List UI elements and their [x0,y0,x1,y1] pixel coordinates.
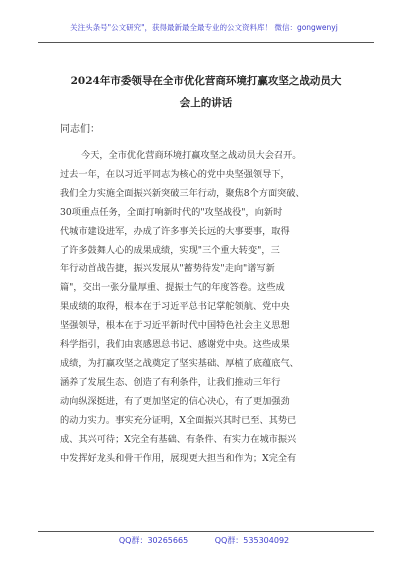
body-line: 成绩，为打赢攻坚之战奠定了坚实基础、厚植了底蕴底气、 [60,357,299,369]
body-line: 过去一年，在以习近平同志为核心的党中央坚强领导下， [60,168,290,180]
salutation: 同志们： [60,124,100,135]
footer-contact [0,535,408,546]
body-line: 涵养了发展生态、创造了有利条件，让我们推动三年行 [60,376,281,388]
body-line: 篇"，交出一张分量厚重、提振士气的年度答卷。这些成 [60,282,285,294]
qq-group-1: QQ群：30265665 [118,536,189,545]
body-line: 坚强领导，根本在于习近平新时代中国特色社会主义思想 [60,320,290,332]
qq-group-2: QQ群：535304092 [214,536,290,545]
body-line: 科学指引，我们由衷感恩总书记、感谢党中央。这些成果 [60,339,290,351]
footer-divider [38,531,374,532]
document-title [44,70,368,114]
body-line: 动向纵深挺进，有了更加坚定的信心决心，有了更加强劲 [60,395,290,407]
body-line: 的动力实力。事实充分证明，X全面振兴其时已至、其势已 [60,414,297,426]
body-paragraph [60,147,352,468]
body-line: 中发挥好龙头和骨干作用，展现更大担当和作为；X完全有 [60,452,297,464]
body-line: 30项重点任务，全面打响新时代的"攻坚战役"，向新时 [60,206,283,218]
body-line: 果成绩的取得，根本在于习近平总书记掌舵领航、党中央 [60,301,290,313]
header-divider [38,42,374,43]
body-line: 成、其兴可待；X完全有基础、有条件、有实力在城市振兴 [60,433,297,445]
body-line: 代城市建设进军，办成了许多事关长远的大事要事，取得 [60,225,290,237]
title-line-2: 会上的讲话 [179,97,233,109]
body-line: 了许多鼓舞人心的成果成绩，实现"三个重大转变"，三 [60,244,280,256]
title-line-1: 2024年市委领导在全市优化营商环境打赢攻坚之战动员大 [70,75,342,87]
header-notice: 关注头条号"公文研究"，获得最新最全最专业的公文资料库！ 微信：gongwenyj [70,23,338,32]
body-line: 年行动首战告捷，振兴发展从"蓄势待发"走向"谱写新 [60,263,275,275]
body-line: 我们全力实施全面振兴新突破三年行动，聚焦8个方面突破、 [60,187,305,199]
body-line: 今天，全市优化营商环境打赢攻坚之战动员大会召开。 [81,150,302,161]
